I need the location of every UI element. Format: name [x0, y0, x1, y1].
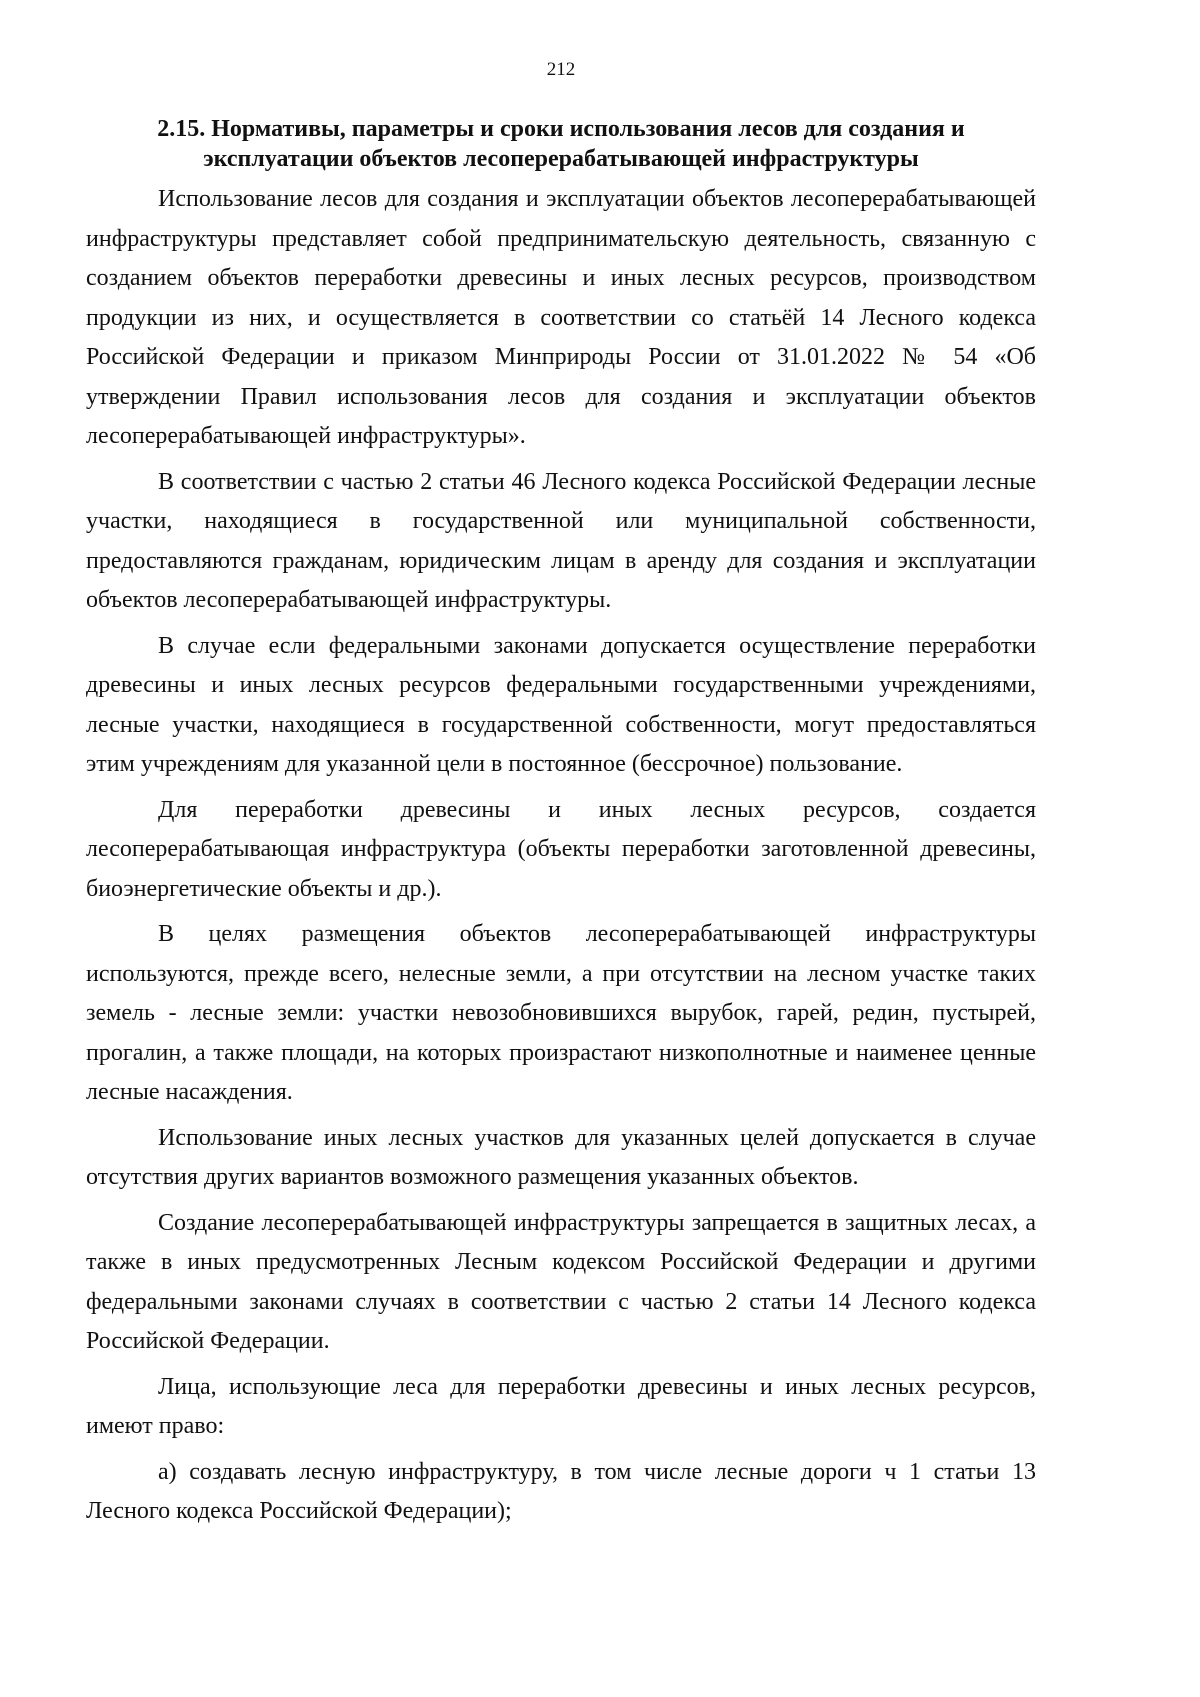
paragraph: Создание лесоперерабатывающей инфраструктуры запрещается в защитных лесах, а также в иных предусмотренных Лесным кодексом Российской Федерации и другими федеральными законами случаях в соответствии с частью 2 статьи 14 Лесного кодекса Российской Федерации.: [86, 1209, 1036, 1354]
page-number: 212: [546, 59, 576, 80]
paragraph: Использование иных лесных участков для указанных целей допускается в случае отсутствия других вариантов возможного размещения указанных объектов.: [86, 1124, 1036, 1190]
paragraph: В случае если федеральными законами допускается осуществление переработки древесины и иных лесных ресурсов федеральными государственными учреждениями, лесные участки, находящиеся в государственной собственности, могут предоставляться этим учреждениям для указанной цели в постоянное (бессрочное) пользование.: [86, 632, 1036, 777]
paragraph: Использование лесов для создания и эксплуатации объектов лесоперерабатывающей инфраструктуры представляет собой предпринимательскую деятельность, связанную с созданием объектов переработки древесины и иных лесных ресурсов, производством продукции из них, и осуществляется в соответствии со статьёй 14 Лесного кодекса Российской Федерации и приказом Минприроды России от 31.01.2022 № 54 «Об утверждении Правил использования лесов для создания и эксплуатации объектов лесоперерабатывающей инфраструктуры».: [86, 186, 1036, 449]
paragraph: В соответствии с частью 2 статьи 46 Лесного кодекса Российской Федерации лесные участки, находящиеся в государственной или муниципальной собственности, предоставляются гражданам, юридическим лицам в аренду для создания и эксплуатации объектов лесоперерабатывающей инфраструктуры.: [86, 468, 1036, 613]
list-item-a: а) создавать лесную инфраструктуру, в том числе лесные дороги ч 1 статьи 13 Лесного кодекса Российской Федерации);: [86, 1458, 1036, 1524]
page-content: [86, 114, 1036, 1538]
paragraph: В целях размещения объектов лесоперерабатывающей инфраструктуры используются, прежде всего, нелесные земли, а при отсутствии на лесном участке таких земель - лесные земли: участки невозобновившихся вырубок, гарей, редин, пустырей, прогалин, а также площади, на которых произрастают низкополнотные и наименее ценные лесные насаждения.: [86, 921, 1036, 1105]
paragraph: Лица, использующие леса для переработки древесины и иных лесных ресурсов, имеют право:: [86, 1373, 1036, 1439]
section-heading-line-1: 2.15. Нормативы, параметры и сроки использования лесов для создания и: [157, 116, 965, 142]
section-heading-line-2: эксплуатации объектов лесоперерабатывающей инфраструктуры: [203, 146, 919, 172]
section-heading: [86, 114, 1036, 174]
paragraph: Для переработки древесины и иных лесных ресурсов, создается лесоперерабатывающая инфраструктура (объекты переработки заготовленной древесины, биоэнергетические объекты и др.).: [86, 796, 1036, 902]
